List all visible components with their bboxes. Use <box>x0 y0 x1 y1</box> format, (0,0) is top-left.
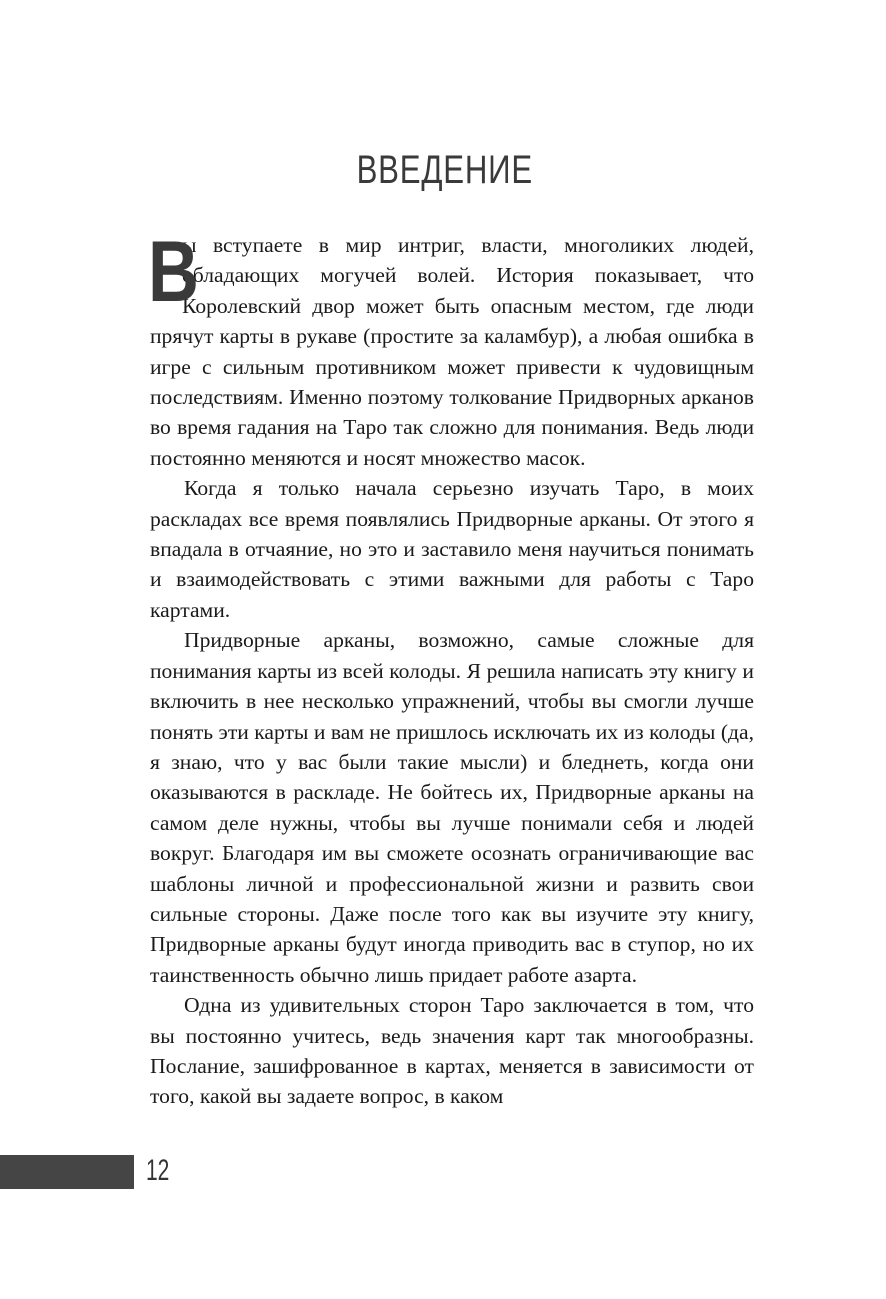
paragraph-4: Одна из удивительных сторон Таро заключается в том, что вы постоянно учитесь, ведь значения карт так многообразны. Послание, зашифрованное в картах, меняется в зависимости от того, какой вы задаете вопрос, в каком <box>150 993 754 1109</box>
footer-bar <box>0 1155 134 1189</box>
paragraph-1 <box>148 224 754 473</box>
body-text <box>148 224 754 1112</box>
drop-cap: В <box>148 224 199 320</box>
chapter-title: ВВЕДЕНИЕ <box>356 148 533 192</box>
paragraph-2: Когда я только начала серьезно изучать Таро, в моих раскладах все время появлялись Придворные арканы. От этого я впадала в отчаяние, но это и заставило меня научиться понимать и взаимодействовать с этими важными для работы с Таро картами. <box>150 476 754 622</box>
paragraph-1-text: ы вступаете в мир интриг, власти, многоликих людей, обладающих могучей волей. История показывает, что Королевский двор может быть опасным местом, где люди прячут карты в рукаве (простите за каламбур), а любая ошибка в игре с сильным противником может привести к чудовищным последствиям. Именно поэтому толкование Придворных арканов во время гадания на Таро так сложно для понимания. Ведь люди постоянно меняются и носят множество масок. <box>150 233 754 470</box>
paragraph-3: Придворные арканы, возможно, самые сложные для понимания карты из всей колоды. Я решила написать эту книгу и включить в нее несколько упражнений, чтобы вы смогли лучше понять эти карты и вам не пришлось исключать их из колоды (да, я знаю, что у вас были такие мысли) и бледнеть, когда они оказываются в раскладе. Не бойтесь их, Придворные арканы на самом деле нужны, чтобы вы лучше понимали себя и людей вокруг. Благодаря им вы сможете осознать ограничивающие вас шаблоны личной и профессиональной жизни и развить свои сильные стороны. Даже после того как вы изучите эту книгу, Придворные арканы будут иногда приводить вас в ступор, но их таинственность обычно лишь придает работе азарта. <box>150 628 754 987</box>
page-number: 12 <box>146 1154 170 1187</box>
